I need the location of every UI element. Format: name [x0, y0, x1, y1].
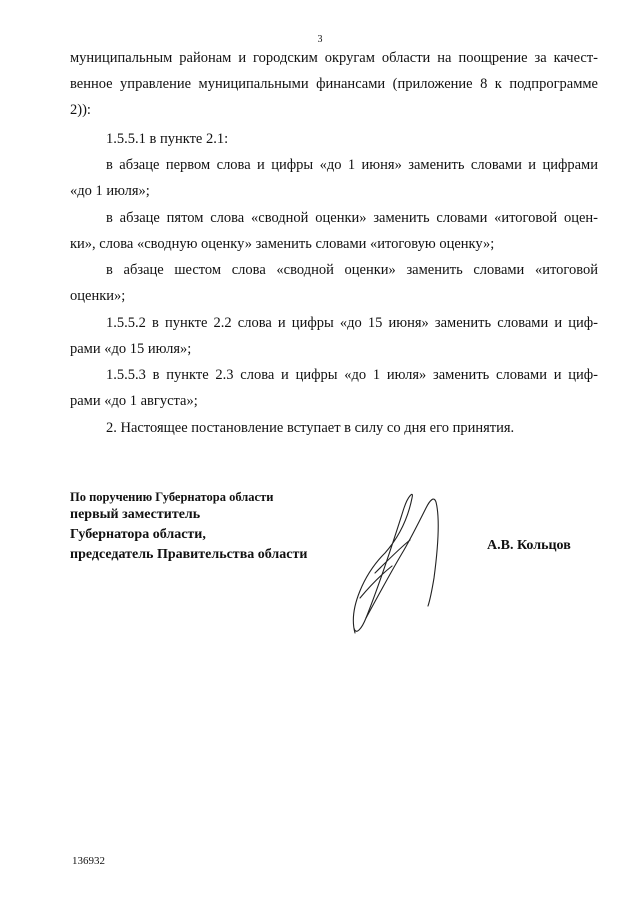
text-line: в абзаце первом слова и цифры «до 1 июня» заменить словами и цифрами — [106, 157, 598, 173]
paragraph-intro — [70, 45, 598, 123]
paragraph-abzac-first — [70, 152, 598, 204]
paragraph-effective-date — [70, 415, 598, 441]
signatory-title-line: Губернатора области, — [70, 527, 206, 542]
text-line: муниципальным районам и городским округам области на поощрение за качест- — [70, 50, 598, 66]
text-line: рами «до 1 августа»; — [70, 393, 198, 409]
text-line: венное управление муниципальными финансами (приложение 8 к подпрограмме — [70, 76, 598, 92]
text-line: «до 1 июля»; — [70, 183, 150, 199]
signatory-title-block — [70, 489, 307, 565]
paragraph-abzac-sixth — [70, 257, 598, 309]
text-line: 1.5.5.3 в пункте 2.3 слова и цифры «до 1 июля» заменить словами и циф- — [106, 367, 598, 383]
signatory-name: А.В. Кольцов — [487, 538, 571, 553]
signatory-title-line: председатель Правительства области — [70, 547, 308, 562]
signatory-title-line: По поручению Губернатора области — [70, 490, 274, 504]
paragraph-item-1-5-5-2 — [70, 310, 598, 362]
page-number: 3 — [317, 34, 323, 45]
text-line: рами «до 15 июля»; — [70, 341, 192, 357]
paragraph-abzac-fifth — [70, 205, 598, 257]
signatory-title-line: первый заместитель — [70, 507, 201, 522]
document-code: 136932 — [72, 855, 105, 867]
text-line: в абзаце шестом слова «сводной оценки» заменить словами «итоговой — [106, 262, 598, 278]
text-line: в абзаце пятом слова «сводной оценки» заменить словами «итоговой оцен- — [106, 210, 598, 226]
text-line: ки», слова «сводную оценку» заменить словами «итоговую оценку»; — [70, 236, 495, 252]
text-line: оценки»; — [70, 288, 126, 304]
text-line: 2. Настоящее постановление вступает в силу со дня его принятия. — [106, 420, 515, 436]
text-line: 1.5.5.1 в пункте 2.1: — [106, 131, 229, 147]
paragraph-item-1-5-5-1 — [70, 126, 598, 152]
handwritten-signature — [330, 478, 460, 638]
text-line: 2)): — [70, 102, 91, 118]
text-line: 1.5.5.2 в пункте 2.2 слова и цифры «до 15 июня» заменить словами и циф- — [106, 315, 598, 331]
paragraph-item-1-5-5-3 — [70, 362, 598, 414]
